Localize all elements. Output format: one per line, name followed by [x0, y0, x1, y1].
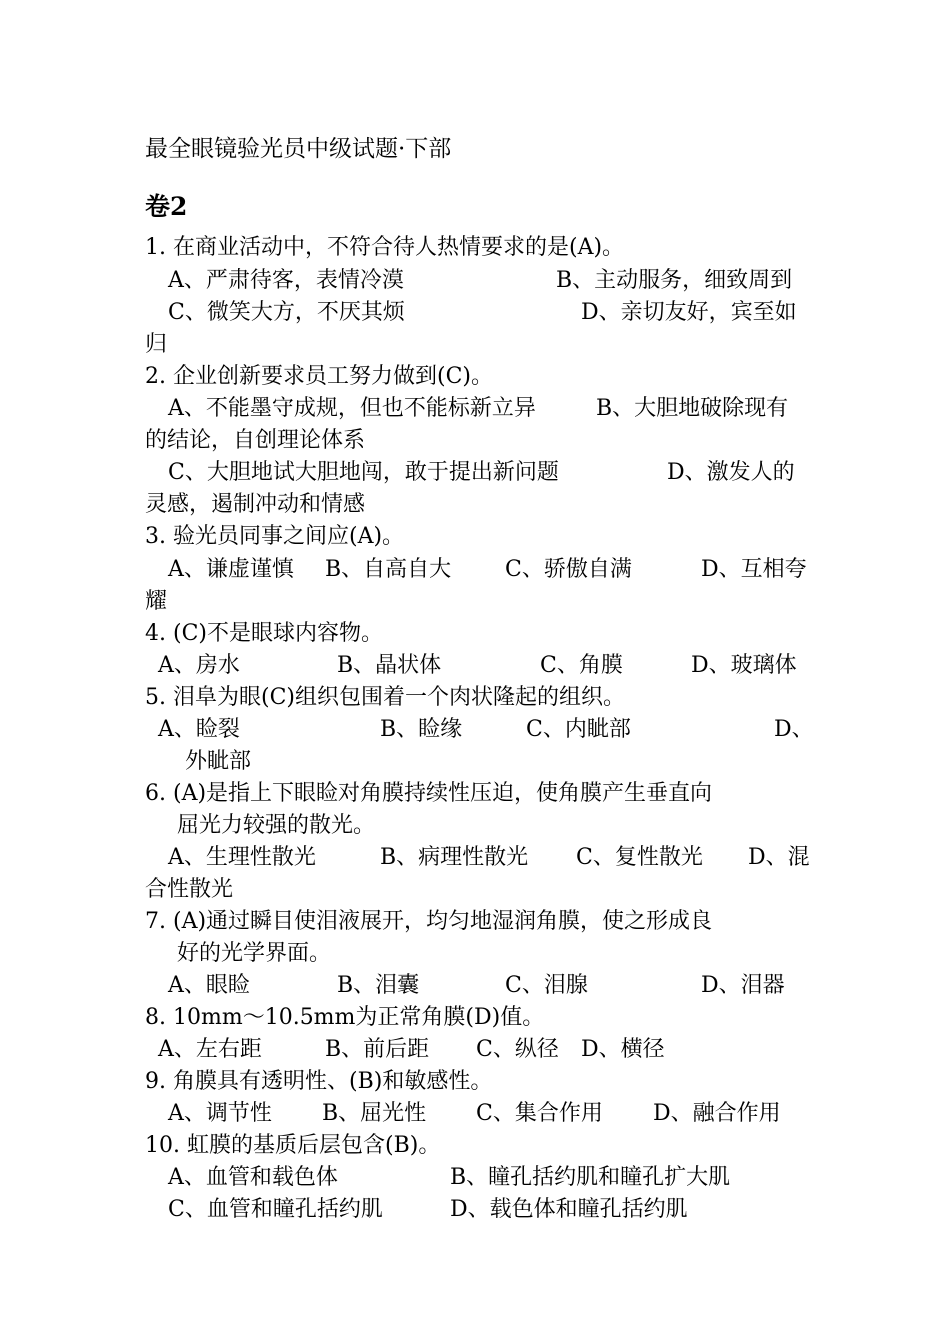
q1-option-d-wrap: 归	[145, 332, 168, 357]
q5-option-c: C、内眦部	[526, 717, 631, 742]
q2-option-b: B、大胆地破除现有	[596, 396, 789, 421]
question-2: 2. 企业创新要求员工努力做到(C)。	[145, 364, 493, 389]
q3-option-d-wrap: 耀	[145, 589, 168, 614]
q6-option-b: B、病理性散光	[380, 845, 529, 870]
q8-option-b: B、前后距	[325, 1037, 430, 1062]
q9-option-c: C、集合作用	[476, 1101, 603, 1126]
q5-option-d: D、	[774, 717, 814, 742]
q2-option-d-wrap: 灵感，遏制冲动和情感	[145, 492, 366, 517]
q10-option-b: B、瞳孔括约肌和瞳孔扩大肌	[450, 1165, 731, 1190]
q1-option-d: D、亲切友好，宾至如	[581, 300, 797, 325]
q1-option-c: C、微笑大方，不厌其烦	[168, 300, 405, 325]
q6-option-d-wrap: 合性散光	[145, 877, 234, 902]
question-4: 4. (C)不是眼球内容物。	[145, 621, 383, 646]
q8-option-a: A、左右距	[158, 1037, 262, 1062]
q2-option-c: C、大胆地试大胆地闯，敢于提出新问题	[168, 460, 559, 485]
q2-option-b-wrap: 的结论，自创理论体系	[145, 428, 366, 453]
q10-option-a: A、血管和载色体	[168, 1165, 338, 1190]
question-7-wrap: 好的光学界面。	[177, 941, 332, 966]
question-1: 1. 在商业活动中，不符合待人热情要求的是(A)。	[145, 235, 625, 260]
question-3: 3. 验光员同事之间应(A)。	[145, 524, 405, 549]
section-title: 卷2	[145, 192, 188, 221]
q6-option-a: A、生理性散光	[168, 845, 316, 870]
q7-option-d: D、泪器	[701, 973, 785, 998]
q8-option-d: D、横径	[581, 1037, 665, 1062]
q10-option-d: D、载色体和瞳孔括约肌	[450, 1197, 688, 1222]
question-10: 10. 虹膜的基质后层包含(B)。	[145, 1133, 441, 1158]
q6-option-d: D、混	[748, 845, 810, 870]
q7-option-a: A、眼睑	[168, 973, 250, 998]
q6-option-c: C、复性散光	[576, 845, 703, 870]
q5-option-b: B、睑缘	[380, 717, 463, 742]
q3-option-b: B、自高自大	[325, 557, 452, 582]
q7-option-c: C、泪腺	[505, 973, 588, 998]
q4-option-a: A、房水	[158, 653, 240, 678]
q8-option-c: C、纵径	[476, 1037, 559, 1062]
q9-option-a: A、调节性	[168, 1101, 272, 1126]
question-6: 6. (A)是指上下眼睑对角膜持续性压迫，使角膜产生垂直向	[145, 781, 713, 806]
q5-option-d-wrap: 外眦部	[185, 749, 252, 774]
question-7: 7. (A)通过瞬目使泪液展开，均匀地湿润角膜，使之形成良	[145, 909, 713, 934]
question-9: 9. 角膜具有透明性、(B)和敏感性。	[145, 1069, 493, 1094]
question-8: 8. 10mm～10.5mm为正常角膜(D)值。	[145, 1005, 545, 1030]
document-title: 最全眼镜验光员中级试题·下部	[145, 136, 452, 162]
question-5: 5. 泪阜为眼(C)组织包围着一个肉状隆起的组织。	[145, 685, 625, 710]
q2-option-a: A、不能墨守成规，但也不能标新立异	[168, 396, 536, 421]
q2-option-d: D、激发人的	[667, 460, 795, 485]
q4-option-d: D、玻璃体	[691, 653, 797, 678]
q9-option-b: B、屈光性	[322, 1101, 427, 1126]
q3-option-c: C、骄傲自满	[505, 557, 632, 582]
q9-option-d: D、融合作用	[653, 1101, 781, 1126]
q5-option-a: A、睑裂	[158, 717, 240, 742]
q7-option-b: B、泪囊	[337, 973, 420, 998]
q4-option-c: C、角膜	[540, 653, 623, 678]
q10-option-c: C、血管和瞳孔括约肌	[168, 1197, 383, 1222]
q1-option-a: A、严肃待客，表情冷漠	[168, 268, 404, 293]
q4-option-b: B、晶状体	[337, 653, 442, 678]
q3-option-d: D、互相夸	[701, 557, 807, 582]
q1-option-b: B、主动服务，细致周到	[556, 268, 793, 293]
q3-option-a: A、谦虚谨慎	[168, 557, 294, 582]
question-6-wrap: 屈光力较强的散光。	[177, 813, 376, 838]
